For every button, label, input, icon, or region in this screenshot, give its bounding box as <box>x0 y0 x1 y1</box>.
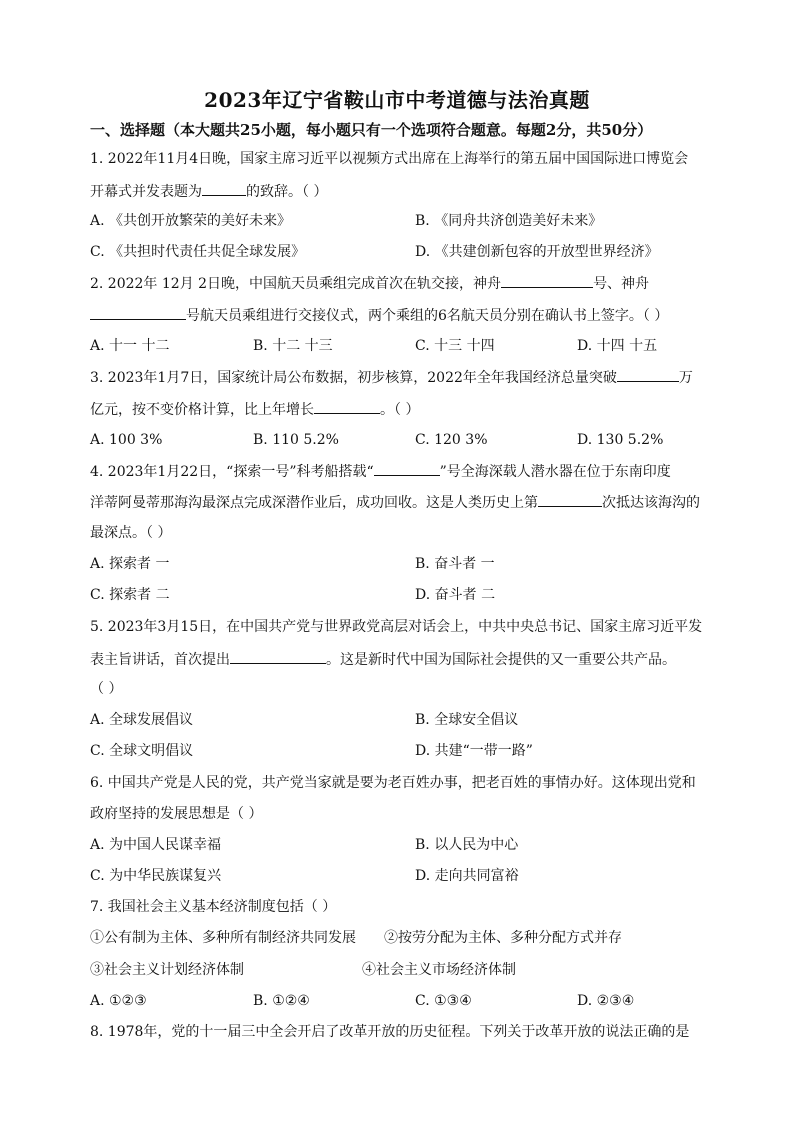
question-4-option-d: D. 奋斗者 二 <box>415 587 496 603</box>
question-3-option-b: B. 110 5.2% <box>253 432 339 448</box>
question-7-option-d: D. ②③④ <box>577 993 635 1009</box>
question-1-option-c: C. 《共担时代责任共促全球发展》 <box>90 244 306 260</box>
question-2-option-b: B. 十二 十三 <box>253 338 333 354</box>
question-5-option-a: A. 全球发展倡议 <box>90 712 194 728</box>
question-1-option-d: D. 《共建创新包容的开放型世界经济》 <box>415 244 659 260</box>
question-2-line-2: 号航天员乘组进行交接仪式，两个乘组的6名航天员分别在确认书上签字。（ ） <box>90 305 668 325</box>
question-5-option-b: B. 全球安全倡议 <box>415 712 519 728</box>
question-7-line-1: 7. 我国社会主义基本经济制度包括（ ） <box>90 899 337 915</box>
question-5-option-c: C. 全球文明倡议 <box>90 743 194 759</box>
question-1-line-1: 1. 2022年11月4日晚，国家主席习近平以视频方式出席在上海举行的第五届中国国际进口博览会 <box>90 151 689 167</box>
question-7-item-2: ②按劳分配为主体、多种分配方式并存 <box>384 930 622 946</box>
section-heading: 一、选择题（本大题共25小题，每小题只有一个选项符合题意。每题2分，共50分） <box>90 121 653 139</box>
question-2-option-c: C. 十三 十四 <box>415 338 495 354</box>
question-5-line-1: 5. 2023年3月15日，在中国共产党与世界政党高层对话会上，中共中央总书记、国家主席习近平发 <box>90 619 703 635</box>
question-7-option-c: C. ①③④ <box>415 993 472 1009</box>
question-3-option-d: D. 130 5.2% <box>577 432 664 448</box>
question-5-line-2: 表主旨讲话，首次提出 。这是新时代中国为国际社会提供的又一重要公共产品。 <box>90 649 676 669</box>
question-4-option-a: A. 探索者 一 <box>90 556 170 572</box>
question-1-option-b: B. 《同舟共济创造美好未来》 <box>415 213 603 229</box>
question-5-line-3: （ ） <box>90 681 123 697</box>
question-4-line-2: 洋蒂阿曼蒂那海沟最深点完成深潜作业后，成功回收。这是人类历史上第 次抵达该海沟的 <box>90 492 700 512</box>
question-6-option-d: D. 走向共同富裕 <box>415 868 519 884</box>
question-6-option-c: C. 为中华民族谋复兴 <box>90 868 222 884</box>
question-6-option-a: A. 为中国人民谋幸福 <box>90 837 222 853</box>
answer-blank <box>538 492 602 507</box>
answer-blank <box>617 367 679 382</box>
answer-blank <box>230 649 326 664</box>
question-4-option-c: C. 探索者 二 <box>90 587 170 603</box>
question-7-item-4: ④社会主义市场经济体制 <box>362 962 516 978</box>
question-2-line-1: 2. 2022年 12月 2日晚，中国航天员乘组完成首次在轨交接，神舟 号、神舟 <box>90 273 649 293</box>
question-1-line-2: 开幕式并发表题为 的致辞。（ ） <box>90 181 327 201</box>
question-7-item-1: ①公有制为主体、多种所有制经济共同发展 <box>90 930 356 946</box>
question-8-line-1: 8. 1978年，党的十一届三中全会开启了改革开放的历史征程。下列关于改革开放的说法正确的是 <box>90 1024 690 1040</box>
question-3-line-1: 3. 2023年1月7日，国家统计局公布数据，初步核算，2022年全年我国经济总量突破 万 <box>90 367 693 387</box>
answer-blank <box>314 399 380 414</box>
question-6-line-1: 6. 中国共产党是人民的党，共产党当家就是要为老百姓办事，把老百姓的事情办好。这体现出党和 <box>90 775 696 791</box>
question-1-option-a: A. 《共创开放繁荣的美好未来》 <box>90 213 292 229</box>
question-4-option-b: B. 奋斗者 一 <box>415 556 495 572</box>
question-2-option-a: A. 十一 十二 <box>90 338 170 354</box>
question-3-line-2: 亿元，按不变价格计算，比上年增长 。（ ） <box>90 399 419 419</box>
question-3-option-a: A. 100 3% <box>90 432 163 448</box>
question-2-option-d: D. 十四 十五 <box>577 338 658 354</box>
answer-blank <box>501 273 593 288</box>
question-7-item-3: ③社会主义计划经济体制 <box>90 962 244 978</box>
question-5-option-d: D. 共建“一带一路” <box>415 743 533 759</box>
answer-blank <box>202 181 246 196</box>
page-title: 2023年辽宁省鞍山市中考道德与法治真题 <box>204 88 590 112</box>
question-6-option-b: B. 以人民为中心 <box>415 837 519 853</box>
question-6-line-2: 政府坚持的发展思想是（ ） <box>90 806 263 822</box>
question-7-option-b: B. ①②④ <box>253 993 310 1009</box>
answer-blank <box>374 461 440 476</box>
question-4-line-1: 4. 2023年1月22日，“探索一号”科考船搭载“ ”号全海深载人潜水器在位于东南印度 <box>90 461 671 481</box>
question-7-option-a: A. ①②③ <box>90 993 147 1009</box>
question-4-line-3: 最深点。（ ） <box>90 525 172 541</box>
question-3-option-c: C. 120 3% <box>415 432 488 448</box>
answer-blank <box>90 305 186 320</box>
